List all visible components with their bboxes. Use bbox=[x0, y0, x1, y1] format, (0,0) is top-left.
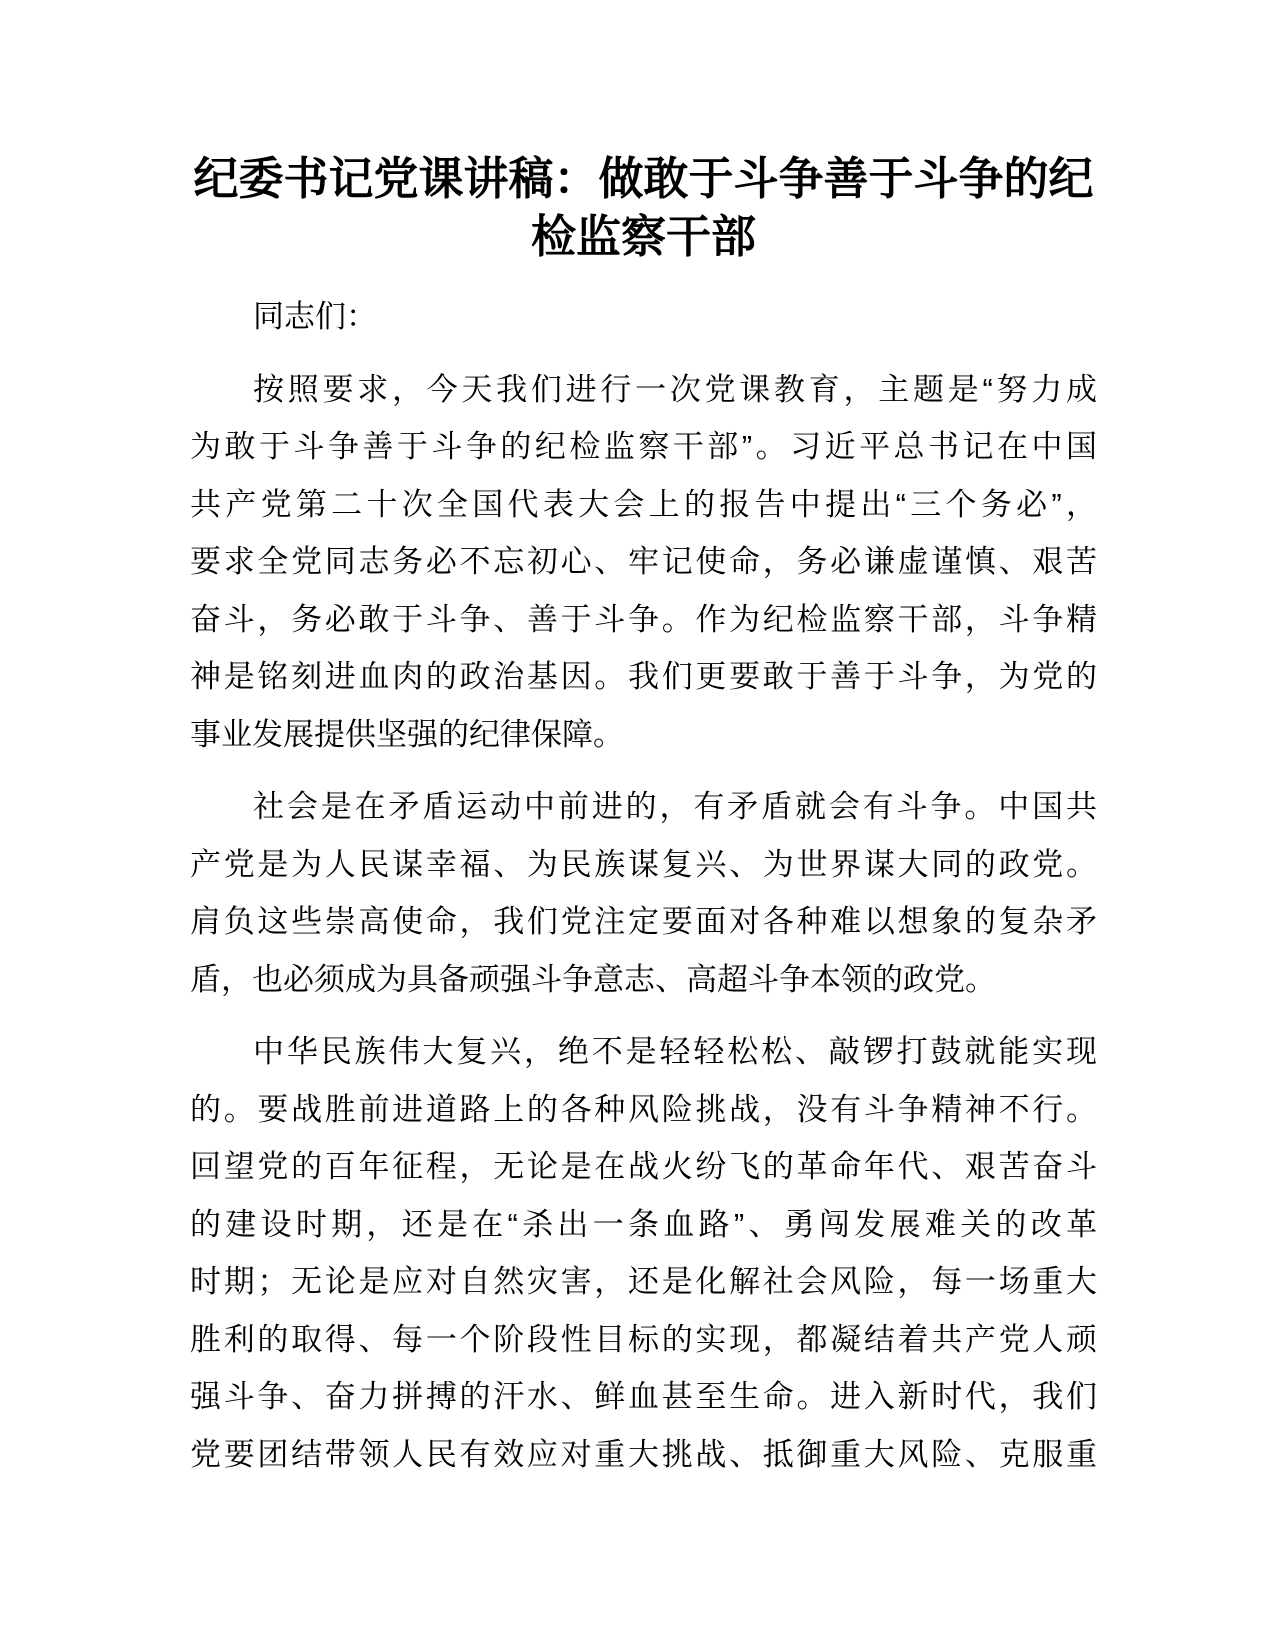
text-line: 中华民族伟大复兴，绝不是轻轻松松、敲锣打鼓就能实现 bbox=[253, 1034, 1097, 1069]
document-body bbox=[190, 288, 1097, 1483]
title-line-2: 检监察干部 bbox=[530, 211, 756, 262]
text-line: 神是铭刻进血肉的政治基因。我们更要敢于善于斗争，为党的 bbox=[190, 659, 1097, 694]
title-line-1: 纪委书记党课讲稿：做敢于斗争善于斗争的纪 bbox=[193, 153, 1094, 204]
paragraph bbox=[190, 1023, 1097, 1483]
text-line: 产党是为人民谋幸福、为民族谋复兴、为世界谋大同的政党。 bbox=[190, 846, 1097, 882]
text-line: 事业发展提供坚强的纪律保障。 bbox=[190, 716, 624, 752]
text-line: 同志们： bbox=[253, 299, 377, 334]
text-line: 盾，也必须成为具备顽强斗争意志、高超斗争本领的政党。 bbox=[190, 961, 996, 997]
document-title bbox=[190, 150, 1097, 266]
text-line: 社会是在矛盾运动中前进的，有矛盾就会有斗争。中国共 bbox=[253, 789, 1097, 824]
text-line: 时期；无论是应对自然灾害，还是化解社会风险，每一场重大 bbox=[190, 1264, 1097, 1299]
text-line: 的。要战胜前进道路上的各种风险挑战，没有斗争精神不行。 bbox=[190, 1091, 1097, 1127]
text-line: 为敢于斗争善于斗争的纪检监察干部”。习近平总书记在中国 bbox=[190, 429, 1097, 464]
paragraph bbox=[190, 361, 1097, 764]
text-line: 要求全党同志务必不忘初心、牢记使命，务必谦虚谨慎、艰苦 bbox=[190, 544, 1097, 579]
text-line: 按照要求，今天我们进行一次党课教育，主题是“努力成 bbox=[253, 371, 1097, 407]
paragraph bbox=[190, 778, 1097, 1008]
text-line: 共产党第二十次全国代表大会上的报告中提出“三个务必”， bbox=[190, 486, 1097, 522]
text-line: 奋斗，务必敢于斗争、善于斗争。作为纪检监察干部，斗争精 bbox=[190, 601, 1097, 637]
text-line: 胜利的取得、每一个阶段性目标的实现，都凝结着共产党人顽 bbox=[190, 1321, 1097, 1357]
text-line: 党要团结带领人民有效应对重大挑战、抵御重大风险、克服重 bbox=[190, 1436, 1097, 1472]
text-line: 的建设时期，还是在“杀出一条血路”、勇闯发展难关的改革 bbox=[190, 1206, 1097, 1242]
paragraph bbox=[190, 288, 1097, 346]
text-line: 强斗争、奋力拼搏的汗水、鲜血甚至生命。进入新时代，我们 bbox=[190, 1379, 1097, 1414]
text-line: 肩负这些崇高使命，我们党注定要面对各种难以想象的复杂矛 bbox=[190, 904, 1097, 939]
text-line: 回望党的百年征程，无论是在战火纷飞的革命年代、艰苦奋斗 bbox=[190, 1149, 1097, 1184]
